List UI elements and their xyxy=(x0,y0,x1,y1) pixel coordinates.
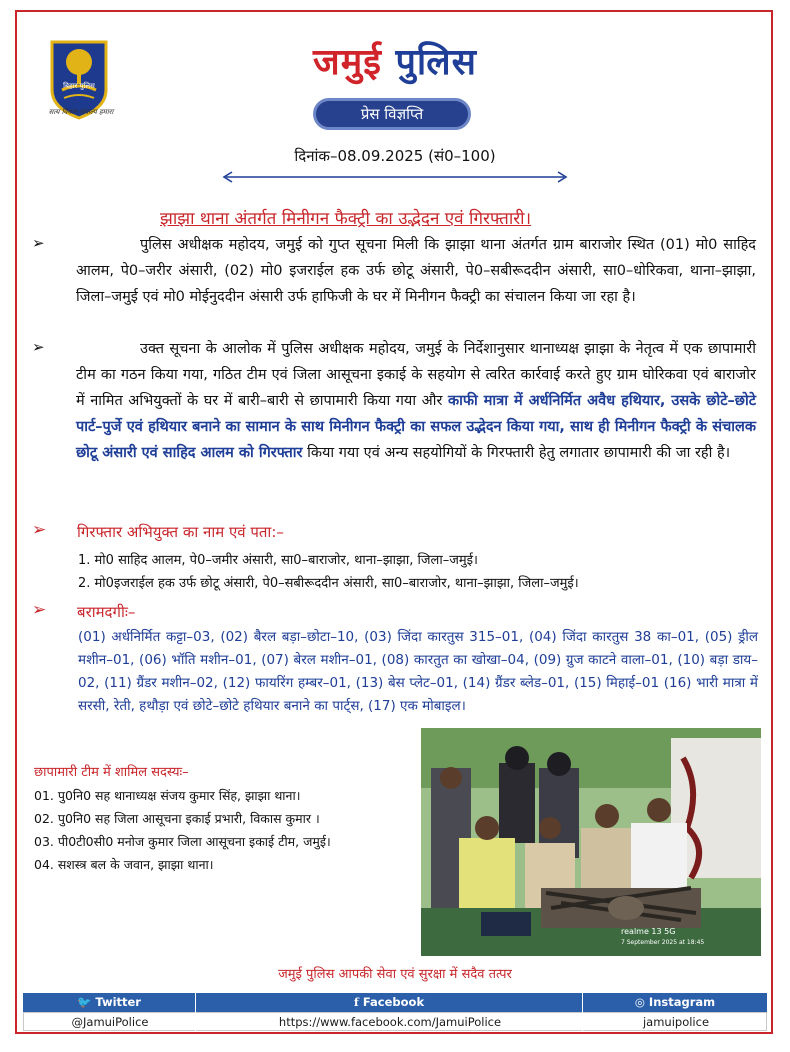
tagline: जमुई पुलिस आपकी सेवा एवं सुरक्षा में सदैव तत्पर xyxy=(278,967,512,982)
logo-motto: सत्य विधान संकल्प हमारा xyxy=(48,108,114,116)
title-police: पुलिस xyxy=(395,42,477,83)
facebook-label: Facebook xyxy=(362,995,425,1009)
team-list xyxy=(34,784,424,876)
arrow-bullet-icon: ➢ xyxy=(32,520,47,540)
photo-stamp-model: realme 13 5G xyxy=(621,927,676,936)
accused-item: 2. मो0इजराईल हक उर्फ छोटू अंसारी, पे0–सबीरूददीन अंसारी, सा0–बाराजोर, थाना–झाझा, जिला–जमुई। xyxy=(78,576,579,591)
team-member: 04. सशस्त्र बल के जवान, झाझा थाना। xyxy=(34,857,214,872)
subject-heading: झाझा थाना अंतर्गत मिनीगन फैक्ट्री का उद्भेदन एवं गिरफ्तारी। xyxy=(160,209,532,229)
twitter-label-cell[interactable] xyxy=(23,993,195,1012)
paragraph-2 xyxy=(76,336,756,466)
logo-text: बिहार पुलिस xyxy=(63,82,95,90)
team-member: 02. पु0नि0 सह जिला आसूचना इकाई प्रभारी, विकास कुमार । xyxy=(34,811,320,826)
seizure-photo xyxy=(421,728,761,956)
paragraph-2-end: किया गया एवं अन्य सहयोगियों के गिरफ्तारी हेतु लगातार छापामारी की जा रही है। xyxy=(307,445,731,461)
facebook-label-cell[interactable] xyxy=(196,993,582,1012)
footer-divider xyxy=(582,993,583,1031)
arrow-bullet-icon: ➢ xyxy=(32,338,45,356)
photo-stamp-date: 7 September 2025 at 18:45 xyxy=(621,939,705,946)
seizure-photo-scene xyxy=(421,728,761,956)
instagram-label: Instagram xyxy=(648,995,716,1009)
team-member: 01. पु0नि0 सह थानाध्यक्ष संजय कुमार सिंह, झाझा थाना। xyxy=(34,788,301,803)
facebook-icon: f xyxy=(353,995,359,1009)
recovery-list: (01) अर्धनिर्मित कट्टा–03, (02) बैरल बड़ा–छोटा–10, (03) जिंदा कारतुस 315–01, (04) जिंदा कारतुस 38 का–01, (05) ड्रील मशीन–01, (06) भॉति मशीन–01, (07) बेरल मशीन–01, (08) कारतुत का खोखा–04, (09) ग्रुज काटने वाला–01, (10) बड़ा डाय–02, (11) ग्रैंडर मशीन–02, (12) फायरिंग हम्बर–01, (13) बेस प्लेट–01, (14) ग्रैंडर ब्लेड–01, (15) मिहाई–01 (16) भारी मात्रा में सरसी, रेती, हथौड़ा एवं छोटे–छोटे हथियार बनाने का पार्ट्स, (17) एक मोबाइल। xyxy=(78,629,758,714)
page-title xyxy=(0,36,790,85)
team-heading: छापामारी टीम में शामिल सदस्यः– xyxy=(34,765,189,780)
accused-heading: गिरफ्तार अभियुक्त का नाम एवं पता:– xyxy=(77,523,284,541)
team-member: 03. पी0टी0सी0 मनोज कुमार जिला आसूचना इकाई टीम, जमुई। xyxy=(34,834,331,849)
arrow-bullet-icon: ➢ xyxy=(32,234,45,252)
instagram-handle[interactable]: jamuipolice xyxy=(642,1015,710,1029)
paragraph-2-highlight: काफी मात्रा में अर्धनिर्मित अवैध हथियार, उसके छोटे–छोटे पार्ट–पुर्जे एवं हथियार बनाने का सामान के साथ मिनीगन फैक्ट्री का सफल उद्भेदन किया गया, साथ ही मिनीगन फैक्ट्री के संचालक छोटू अंसारी एवं साहिद आलम को गिरफ्तार xyxy=(76,393,757,461)
twitter-label: Twitter xyxy=(95,995,141,1009)
facebook-url[interactable]: https://www.facebook.com/JamuiPolice xyxy=(278,1015,502,1029)
accused-item: 1. मो0 साहिद आलम, पे0–जमीर अंसारी, सा0–बाराजोर, थाना–झाझा, जिला–जमुई। xyxy=(78,553,478,568)
social-labels-row xyxy=(23,993,767,1012)
instagram-icon: ◎ xyxy=(634,995,645,1009)
paragraph-2-start: उक्त सूचना के आलोक में पुलिस अधीक्षक महोदय, जमुई के निर्देशानुसार थानाध्यक्ष झाझा के नेतृत्व में एक छापामारी टीम का गठन किया गया, गठित टीम एवं जिला आसूचना इकाई के सहयोग से त्वरित कार्रवाई करते हुए ग्राम घोरिकवा एवं बाराजोर में नामित अभियुक्तों के घर में बारी–बारी से छापामारी किया गया और xyxy=(76,341,756,409)
press-release-badge: प्रेस विज्ञप्ति xyxy=(313,98,471,130)
twitter-icon: 🐦 xyxy=(77,995,92,1009)
arrow-bullet-icon: ➢ xyxy=(32,600,47,620)
recovery-heading: बरामदगीः– xyxy=(77,603,136,621)
instagram-label-cell[interactable] xyxy=(583,993,767,1012)
footer-divider xyxy=(195,993,196,1031)
title-jamui: जमुई xyxy=(313,42,382,83)
double-arrow-icon xyxy=(222,170,568,184)
paragraph-1: पुलिस अधीक्षक महोदय, जमुई को गुप्त सूचना मिली कि झाझा थाना अंतर्गत ग्राम बाराजोर स्थित (01) मो0 साहिद आलम, पे0–जरीर अंसारी, (02) मो0 इजराईल हक उर्फ छोटू अंसारी, पे0–सबीरूददीन अंसारी, सा0–धोरिकवा, थाना–झाझा, जिला–जमुई एवं मो0 मोईनुददीन अंसारी उर्फ हाफिजी के घर में मिनीगन फैक्ट्री का संचालन किया जा रहा है। xyxy=(76,237,756,305)
date-line: दिनांक–08.09.2025 (सं0–100) xyxy=(294,147,496,165)
twitter-handle[interactable]: @JamuiPolice xyxy=(71,1015,149,1029)
social-footer xyxy=(23,993,767,1031)
social-handles-row xyxy=(23,1012,767,1031)
